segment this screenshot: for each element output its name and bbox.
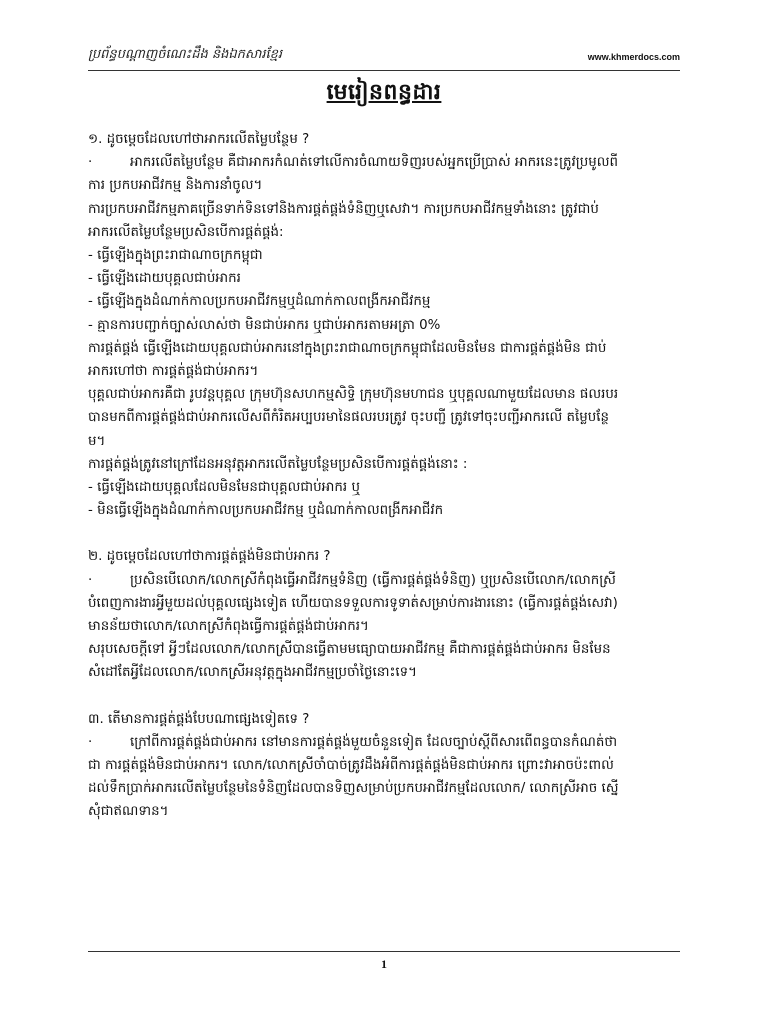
document-body bbox=[88, 128, 684, 824]
paragraph-line: ជា ការផ្គត់ផ្គង់មិនជាប់អាករ។ លោក/លោកស្រីចាំបាច់ត្រូវដឹងអំពីការផ្គត់ផ្គង់មិនជាប់អាករ ព្រោះវាអាចប៉ះពាល់ bbox=[88, 758, 614, 774]
page-header bbox=[88, 44, 680, 71]
paragraph-line: ដល់ទឹកប្រាក់អាករលើតម្លៃបន្ថែមនៃទំនិញដែលបានទិញសម្រាប់ប្រកបអាជីវកម្មដែលលោក/ លោកស្រីអាច ស្នើ bbox=[88, 781, 619, 797]
paragraph-line: សរុបសេចក្ដីទៅ អ្វីៗដែលលោក/លោកស្រីបានធ្វើតាមមធ្យោបាយអាជីវកម្ម គឺជាការផ្គត់ផ្គង់ជាប់អាករ មិនមែន bbox=[88, 642, 611, 658]
list-item: - ធ្វើឡើងដោយបុគ្គលជាប់អាករ bbox=[88, 271, 241, 287]
paragraph-line: បានមកពីការផ្គត់ផ្គង់ជាប់អាករលើសពីកំរិតអប្បបរមានៃផលរបរត្រូវ ចុះបញ្ជី ត្រូវទៅចុះបញ្ជីអាករលើ តម្លៃបន្ថែ bbox=[88, 410, 609, 426]
paragraph-line: ការប្រកបអាជីវកម្មភាគច្រើនទាក់ទិនទៅនិងការផ្គត់ផ្គង់ទំនិញឬសេវា។ ការប្រកបអាជីវកម្មទាំងនោះ ត្រូវជាប់ bbox=[88, 201, 599, 217]
paragraph-text: ក្រៅពីការផ្គត់ផ្គង់ជាប់អាករ នៅមានការផ្គត់ផ្គង់មួយចំនួនទៀត ដែលច្បាប់ស្ដីពីសារពើពន្ធបានកំណត់ថា bbox=[130, 734, 618, 750]
list-item: - ធ្វើឡើងក្នុងព្រះរាជាណាចក្រកម្ពុជា bbox=[88, 248, 263, 264]
bullet-dot: · bbox=[88, 572, 93, 588]
list-item: - ធ្វើឡើងក្នុងដំណាក់កាលប្រកបអាជីវកម្មឬដំណាក់កាលពង្រីកអាជីវកម្ម bbox=[88, 294, 431, 310]
section-heading: ៣. តើមានការផ្គត់ផ្គង់បែបណាផ្សេងទៀតទេ ? bbox=[88, 711, 310, 727]
list-item: - គ្មានការបញ្ជាក់ច្បាស់លាស់ថា មិនជាប់អាករ ឬជាប់អាករតាមអត្រា 0% bbox=[88, 317, 441, 333]
section-heading: ១. ដូចម្ដេចដែលហៅថាអាករលើតម្លៃបន្ថែម ? bbox=[88, 132, 310, 147]
bullet-dot: · bbox=[88, 734, 93, 750]
header-url[interactable]: www.khmerdocs.com bbox=[587, 52, 680, 62]
paragraph-line bbox=[88, 731, 684, 754]
page-number: 1 bbox=[381, 957, 387, 971]
bullet-dot: · bbox=[88, 155, 93, 171]
paragraph-line bbox=[88, 569, 684, 592]
document-title-wrap bbox=[0, 78, 768, 110]
section-gap bbox=[88, 685, 684, 708]
paragraph-line: ការផ្គត់ផ្គង់ ធ្វើឡើងដោយបុគ្គលជាប់អាករនៅក្នុងព្រះរាជាណាចក្រកម្ពុជាដែលមិនមែន ជាការផ្គត់ផ្គង់មិន ជាប់ bbox=[88, 340, 607, 356]
paragraph-line: ការ ប្រកបអាជីវកម្ម និងការនាំចូល។ bbox=[88, 178, 263, 194]
paragraph-line: ម។ bbox=[88, 433, 106, 449]
paragraph-line: សំដៅតែអ្វីដែលលោក/លោកស្រីអនុវត្តក្នុងអាជីវកម្មប្រចាំថ្ងៃនោះទេ។ bbox=[88, 665, 417, 681]
paragraph-line bbox=[88, 151, 684, 174]
list-item: - ធ្វើឡើងដោយបុគ្គលដែលមិនមែនជាបុគ្គលជាប់អាករ ឬ bbox=[88, 480, 360, 496]
paragraph-line: បំពេញការងារអ្វីមួយដល់បុគ្គលផ្សេងទៀត ហើយបានទទួលការទូទាត់សម្រាប់ការងារនោះ (ធ្វើការផ្គត់ផ្គង់សេវា) bbox=[88, 595, 618, 611]
paragraph-line: បុគ្គលជាប់អាករគឺជា រូបវន្តបុគ្គល ក្រុមហ៊ុនសហកម្មសិទ្ធិ ក្រុមហ៊ុនមហាជន ឬបុគ្គលណាមួយដែលមាន ផលរបរ bbox=[88, 387, 619, 403]
header-site-name: ប្រព័ន្ធបណ្ដាញចំណេះដឹង និងឯកសារខ្មែរ bbox=[88, 47, 282, 62]
footer-divider bbox=[88, 951, 680, 952]
paragraph-line: អាករហៅថា ការផ្គត់ផ្គង់ជាប់អាករ។ bbox=[88, 364, 259, 380]
paragraph-line: សុំជាឥណទាន។ bbox=[88, 804, 169, 820]
list-item: - មិនធ្វើឡើងក្នុងដំណាក់កាលប្រកបអាជីវកម្ម ឬដំណាក់កាលពង្រីកអាជីវក bbox=[88, 503, 444, 519]
paragraph-line: អាករលើតម្លៃបន្ថែមប្រសិនបើការផ្គត់ផ្គង់: bbox=[88, 224, 284, 240]
document-title: មេរៀនពន្ធដារ bbox=[326, 80, 442, 105]
section-heading: ២. ដូចម្ដេចដែលហៅថាការផ្គត់ផ្គង់មិនជាប់អាករ ? bbox=[88, 549, 331, 565]
paragraph-text: អាករលើតម្លៃបន្ថែម គឺជាអាករកំណត់ទៅលើការចំណាយទិញរបស់អ្នកប្រើប្រាស់ អាករនេះត្រូវប្រមូលពី bbox=[130, 155, 619, 171]
paragraph-line: ការផ្គត់ផ្គង់ត្រូវនៅក្រៅដែនអនុវត្តអាករលើតម្លៃបន្ថែមប្រសិនបើការផ្គត់ផ្គង់នោះ : bbox=[88, 456, 468, 472]
paragraph-line: មានន័យថាលោក/លោកស្រីកំពុងធ្វើការផ្គត់ផ្គង់ជាប់អាករ។ bbox=[88, 619, 369, 635]
section-gap bbox=[88, 522, 684, 545]
paragraph-text: ប្រសិនបើលោក/លោកស្រីកំពុងធ្វើអាជីវកម្មទំនិញ (ធ្វើការផ្គត់ផ្គង់ទំនិញ) ឬប្រសិនបើលោក/លោកស្រី bbox=[130, 572, 616, 588]
